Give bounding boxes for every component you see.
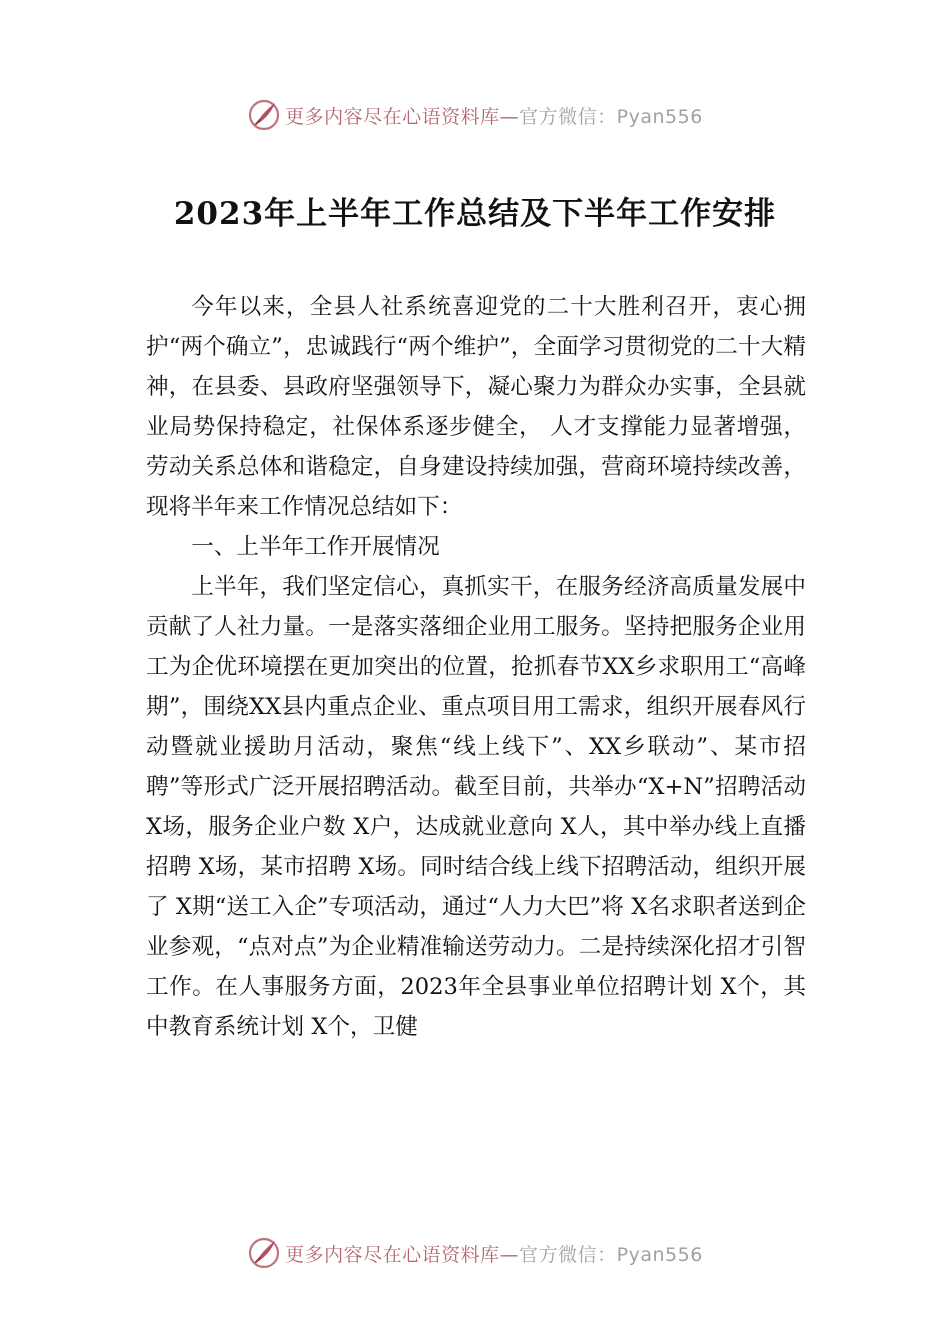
header-watermark-banner: [0, 95, 950, 135]
quill-pen-logo-icon: [247, 98, 281, 132]
section-heading: 一、上半年工作开展情况: [191, 534, 440, 560]
wechat-id: 官方微信：Pyan556: [519, 105, 703, 128]
wechat-id: 官方微信：Pyan556: [519, 1243, 703, 1266]
content-paragraph: 上半年，我们坚定信心，真抓实干，在服务经济高质量发展中贡献了人社力量。一是落实落细企业用工服务。坚持把服务企业用工为企优环境摆在更加突出的位置，抢抓春节XX乡求职用工“高峰期”，围绕XX县内重点企业、重点项目用工需求，组织开展春风行动暨就业援助月活动，聚焦“线上线下”、XX乡联动”、某市招聘”等形式广泛开展招聘活动。截至目前，共举办“X+N”招聘活动 X场，服务企业户数 X户，达成就业意向 X人，其中举办线上直播招聘 X场，某市招聘 X场。同时结合线上线下招聘活动，组织开展了 X期“送工入企”专项活动，通过“人力大巴”将 X名求职者送到企业参观，“点对点”为企业精准输送劳动力。二是持续深化招才引智工作。在人事服务方面，2023年全县事业单位招聘计划 X个，其中教育系统计划 X个，卫健: [146, 574, 807, 1040]
document-body: [146, 287, 806, 1047]
watermark-text: [285, 102, 703, 129]
separator-dash: —: [499, 105, 520, 128]
brand-name: 更多内容尽在心语资料库: [285, 1243, 500, 1266]
footer-watermark-banner: [0, 1233, 950, 1273]
watermark-text: [285, 1240, 703, 1267]
intro-paragraph: 今年以来，全县人社系统喜迎党的二十大胜利召开，衷心拥护“两个确立”，忠诚践行“两个维护”，全面学习贯彻党的二十大精神，在县委、县政府坚强领导下，凝心聚力为群众办实事，全县就业局势保持稳定，社保体系逐步健全， 人才支撑能力显著增强，劳动关系总体和谐稳定，自身建设持续加强，营商环境持续改善，现将半年来工作情况总结如下：: [146, 294, 806, 520]
document-title: 2023年上半年工作总结及下半年工作安排: [173, 196, 777, 232]
separator-dash: —: [499, 1243, 520, 1266]
quill-pen-logo-icon: [247, 1236, 281, 1270]
brand-name: 更多内容尽在心语资料库: [285, 105, 500, 128]
